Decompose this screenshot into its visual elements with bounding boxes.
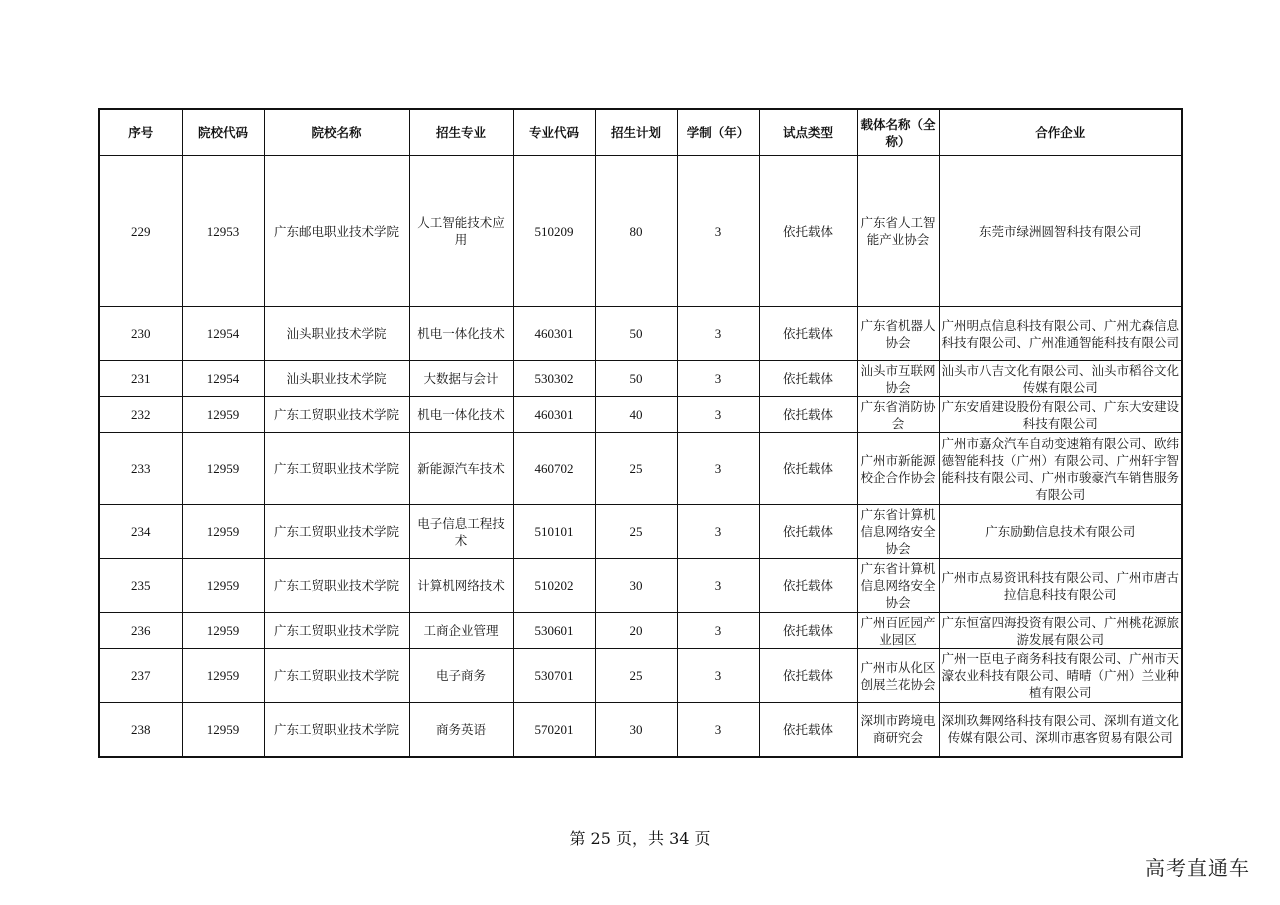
cell-major-code: 460301 (513, 397, 595, 433)
cell-school-code: 12959 (182, 703, 264, 757)
cell-major: 机电一体化技术 (409, 397, 513, 433)
table-row (99, 703, 1182, 757)
cell-duration: 3 (677, 613, 759, 649)
cell-major-code: 460702 (513, 433, 595, 505)
cell-pilot-type: 依托载体 (759, 307, 857, 361)
cell-plan: 20 (595, 613, 677, 649)
cell-duration: 3 (677, 559, 759, 613)
table-row (99, 156, 1182, 307)
table-row (99, 559, 1182, 613)
cell-major-code: 510101 (513, 505, 595, 559)
cell-plan: 50 (595, 361, 677, 397)
cell-plan: 25 (595, 505, 677, 559)
table-row (99, 307, 1182, 361)
cell-duration: 3 (677, 649, 759, 703)
cell-major: 工商企业管理 (409, 613, 513, 649)
cell-pilot-type: 依托载体 (759, 559, 857, 613)
cell-index: 235 (99, 559, 182, 613)
table-header-row (99, 109, 1182, 156)
cell-school-name: 汕头职业技术学院 (264, 307, 409, 361)
cell-school-code: 12959 (182, 433, 264, 505)
table-row (99, 613, 1182, 649)
cell-major: 商务英语 (409, 703, 513, 757)
cell-pilot-type: 依托载体 (759, 703, 857, 757)
cell-partner-companies: 东莞市绿洲圆智科技有限公司 (939, 156, 1182, 307)
enrollment-table (98, 108, 1183, 758)
cell-major-code: 570201 (513, 703, 595, 757)
cell-school-code: 12954 (182, 307, 264, 361)
cell-school-code: 12959 (182, 505, 264, 559)
table-row (99, 505, 1182, 559)
table-row (99, 649, 1182, 703)
cell-partner-companies: 广州市点易资讯科技有限公司、广州市唐古拉信息科技有限公司 (939, 559, 1182, 613)
cell-carrier-name: 广州市新能源校企合作协会 (857, 433, 939, 505)
cell-duration: 3 (677, 361, 759, 397)
cell-partner-companies: 广东励勤信息技术有限公司 (939, 505, 1182, 559)
cell-school-name: 汕头职业技术学院 (264, 361, 409, 397)
cell-duration: 3 (677, 156, 759, 307)
cell-school-name: 广东工贸职业技术学院 (264, 397, 409, 433)
cell-index: 236 (99, 613, 182, 649)
cell-major-code: 530302 (513, 361, 595, 397)
cell-plan: 30 (595, 703, 677, 757)
cell-index: 238 (99, 703, 182, 757)
header-partner-companies: 合作企业 (939, 109, 1182, 156)
cell-partner-companies: 广州明点信息科技有限公司、广州尤森信息科技有限公司、广州准通智能科技有限公司 (939, 307, 1182, 361)
cell-carrier-name: 广州百匠园产业园区 (857, 613, 939, 649)
cell-pilot-type: 依托载体 (759, 613, 857, 649)
cell-index: 229 (99, 156, 182, 307)
cell-carrier-name: 广东省人工智能产业协会 (857, 156, 939, 307)
cell-partner-companies: 广州市嘉众汽车自动变速箱有限公司、欧纬德智能科技（广州）有限公司、广州轩宇智能科技有限公司、广州市骏豪汽车销售服务有限公司 (939, 433, 1182, 505)
cell-school-name: 广东工贸职业技术学院 (264, 559, 409, 613)
cell-school-code: 12959 (182, 649, 264, 703)
cell-pilot-type: 依托载体 (759, 505, 857, 559)
cell-pilot-type: 依托载体 (759, 397, 857, 433)
page-number: 第 25 页，共 34 页 (569, 829, 711, 848)
cell-major-code: 460301 (513, 307, 595, 361)
cell-duration: 3 (677, 307, 759, 361)
table-row (99, 397, 1182, 433)
cell-major: 人工智能技术应用 (409, 156, 513, 307)
cell-major: 大数据与会计 (409, 361, 513, 397)
cell-index: 234 (99, 505, 182, 559)
cell-school-name: 广东工贸职业技术学院 (264, 703, 409, 757)
cell-major-code: 530701 (513, 649, 595, 703)
header-major: 招生专业 (409, 109, 513, 156)
table-row (99, 361, 1182, 397)
cell-pilot-type: 依托载体 (759, 361, 857, 397)
header-school-code: 院校代码 (182, 109, 264, 156)
header-plan: 招生计划 (595, 109, 677, 156)
cell-plan: 25 (595, 433, 677, 505)
header-school-name: 院校名称 (264, 109, 409, 156)
cell-major: 计算机网络技术 (409, 559, 513, 613)
cell-index: 232 (99, 397, 182, 433)
cell-index: 231 (99, 361, 182, 397)
cell-school-code: 12959 (182, 559, 264, 613)
cell-school-name: 广东工贸职业技术学院 (264, 505, 409, 559)
cell-major: 机电一体化技术 (409, 307, 513, 361)
watermark-text: 高考直通车 (1145, 856, 1250, 880)
cell-school-code: 12953 (182, 156, 264, 307)
cell-carrier-name: 广州市从化区创展兰花协会 (857, 649, 939, 703)
cell-partner-companies: 广东恒富四海投资有限公司、广州桃花源旅游发展有限公司 (939, 613, 1182, 649)
cell-major-code: 510202 (513, 559, 595, 613)
cell-duration: 3 (677, 433, 759, 505)
cell-partner-companies: 广东安盾建设股份有限公司、广东大安建设科技有限公司 (939, 397, 1182, 433)
cell-plan: 30 (595, 559, 677, 613)
cell-duration: 3 (677, 397, 759, 433)
cell-duration: 3 (677, 505, 759, 559)
cell-partner-companies: 汕头市八吉文化有限公司、汕头市稻谷文化传媒有限公司 (939, 361, 1182, 397)
cell-school-code: 12959 (182, 397, 264, 433)
cell-school-name: 广东工贸职业技术学院 (264, 649, 409, 703)
cell-partner-companies: 广州一臣电子商务科技有限公司、广州市天濠农业科技有限公司、晴晴（广州）兰业种植有限公司 (939, 649, 1182, 703)
cell-carrier-name: 深圳市跨境电商研究会 (857, 703, 939, 757)
cell-plan: 80 (595, 156, 677, 307)
cell-index: 233 (99, 433, 182, 505)
cell-major: 电子信息工程技术 (409, 505, 513, 559)
header-duration: 学制（年） (677, 109, 759, 156)
cell-carrier-name: 汕头市互联网协会 (857, 361, 939, 397)
header-index: 序号 (99, 109, 182, 156)
cell-plan: 50 (595, 307, 677, 361)
cell-school-code: 12954 (182, 361, 264, 397)
cell-pilot-type: 依托载体 (759, 433, 857, 505)
cell-school-name: 广东邮电职业技术学院 (264, 156, 409, 307)
cell-plan: 40 (595, 397, 677, 433)
cell-carrier-name: 广东省机器人协会 (857, 307, 939, 361)
cell-major-code: 530601 (513, 613, 595, 649)
cell-carrier-name: 广东省消防协会 (857, 397, 939, 433)
cell-index: 237 (99, 649, 182, 703)
cell-plan: 25 (595, 649, 677, 703)
cell-major: 电子商务 (409, 649, 513, 703)
header-major-code: 专业代码 (513, 109, 595, 156)
cell-pilot-type: 依托载体 (759, 649, 857, 703)
cell-major: 新能源汽车技术 (409, 433, 513, 505)
cell-carrier-name: 广东省计算机信息网络安全协会 (857, 505, 939, 559)
cell-pilot-type: 依托载体 (759, 156, 857, 307)
table-body (99, 156, 1182, 757)
cell-partner-companies: 深圳玖舞网络科技有限公司、深圳有道文化传媒有限公司、深圳市惠客贸易有限公司 (939, 703, 1182, 757)
cell-school-code: 12959 (182, 613, 264, 649)
cell-school-name: 广东工贸职业技术学院 (264, 433, 409, 505)
cell-major-code: 510209 (513, 156, 595, 307)
cell-school-name: 广东工贸职业技术学院 (264, 613, 409, 649)
cell-duration: 3 (677, 703, 759, 757)
cell-carrier-name: 广东省计算机信息网络安全协会 (857, 559, 939, 613)
header-pilot-type: 试点类型 (759, 109, 857, 156)
header-carrier-name: 载体名称（全称） (857, 109, 939, 156)
table-row (99, 433, 1182, 505)
cell-index: 230 (99, 307, 182, 361)
